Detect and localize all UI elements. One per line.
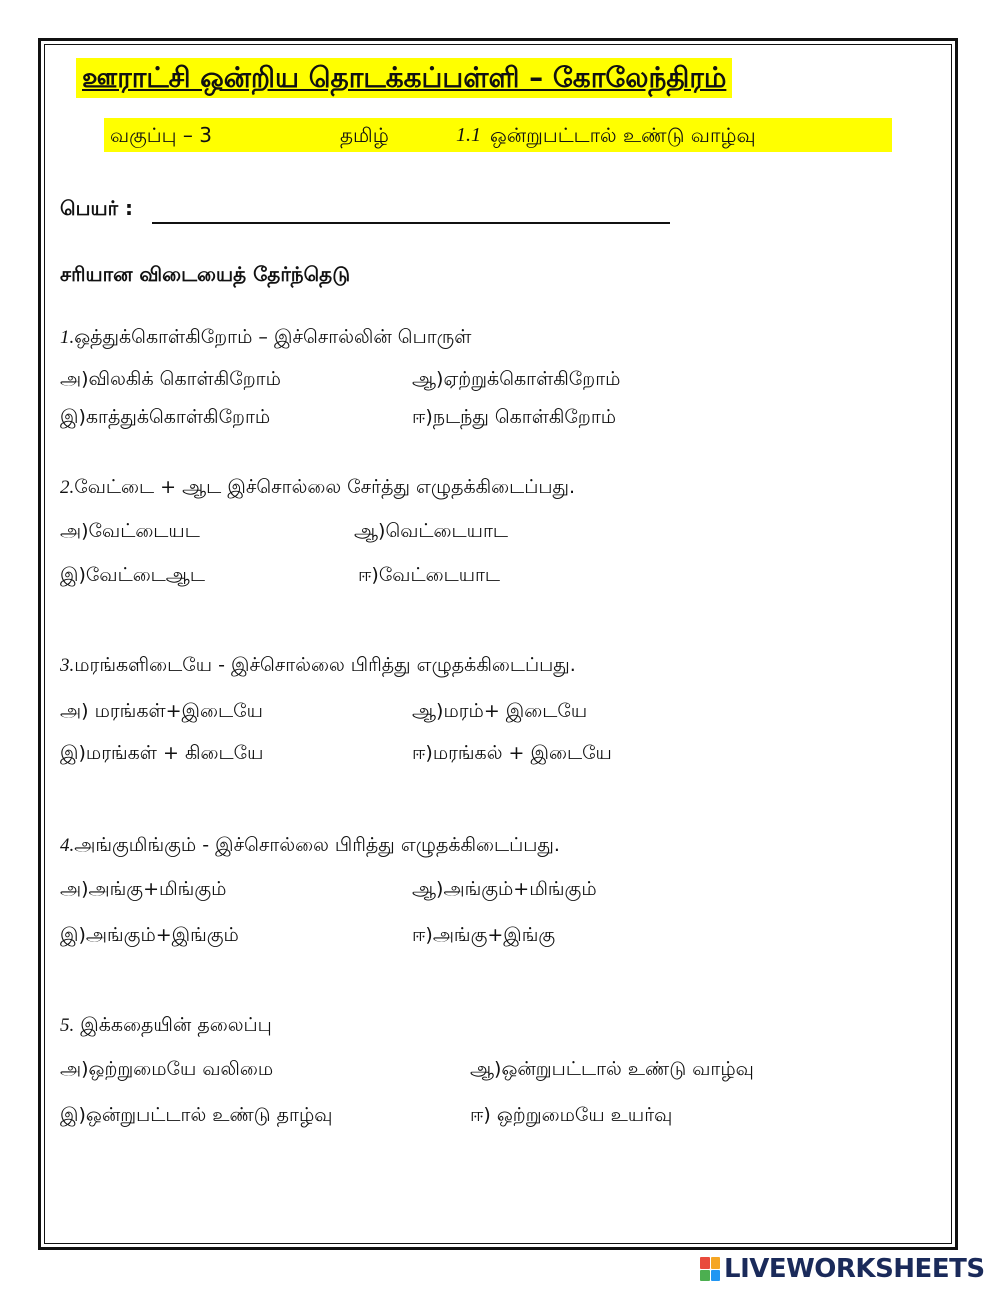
name-label: பெயர் : — [60, 196, 134, 220]
question-4: 4.அங்குமிங்கும் - இச்சொல்லை பிரித்து எழுதக்கிடைப்பது. — [60, 834, 560, 856]
q4-option-c[interactable]: இ)அங்கும்+இங்கும் — [60, 924, 239, 946]
question-1: 1.ஒத்துக்கொள்கிறோம் – இச்சொல்லின் பொருள் — [60, 326, 472, 348]
q1-option-d[interactable]: ஈ)நடந்து கொள்கிறோம் — [412, 406, 617, 428]
q3-option-a[interactable]: அ) மரங்கள்+இடையே — [60, 700, 263, 722]
logo-icon-square — [700, 1270, 710, 1282]
liveworksheets-logo-icon — [700, 1257, 720, 1281]
name-input-line[interactable] — [152, 222, 670, 224]
q5-option-d[interactable]: ஈ) ஒற்றுமையே உயர்வு — [470, 1104, 673, 1126]
q5-option-c[interactable]: இ)ஒன்றுபட்டால் உண்டு தாழ்வு — [60, 1104, 333, 1126]
q4-option-b[interactable]: ஆ)அங்கும்+மிங்கும் — [412, 878, 597, 900]
lesson-number: 1.1 — [456, 124, 481, 146]
question-3: 3.மரங்களிடையே - இச்சொல்லை பிரித்து எழுதக்கிடைப்பது. — [60, 654, 576, 676]
q2-option-a[interactable]: அ)வேட்டையட — [60, 520, 200, 542]
q3-option-d[interactable]: ஈ)மரங்கல் + இடையே — [412, 742, 612, 764]
question-2: 2.வேட்டை + ஆட இச்சொல்லை சேர்த்து எழுதக்கிடைப்பது. — [60, 476, 576, 498]
q3-option-c[interactable]: இ)மரங்கள் + கிடையே — [60, 742, 264, 764]
instruction: சரியான விடையைத் தேர்ந்தெடு — [60, 262, 351, 286]
q3-option-b[interactable]: ஆ)மரம்+ இடையே — [412, 700, 588, 722]
q1-option-c[interactable]: இ)காத்துக்கொள்கிறோம் — [60, 406, 271, 428]
q2-option-b[interactable]: ஆ)வெட்டையாட — [354, 520, 508, 542]
logo-icon-square — [711, 1270, 721, 1282]
q5-option-b[interactable]: ஆ)ஒன்றுபட்டால் உண்டு வாழ்வு — [470, 1058, 754, 1080]
q2-option-d[interactable]: ஈ)வேட்டையாட — [358, 564, 501, 586]
q5-option-a[interactable]: அ)ஒற்றுமையே வலிமை — [60, 1058, 274, 1080]
q4-option-a[interactable]: அ)அங்கு+மிங்கும் — [60, 878, 227, 900]
grade-label: வகுப்பு – 3 — [110, 123, 213, 147]
lesson-title: ஒன்றுபட்டால் உண்டு வாழ்வு — [490, 123, 756, 147]
liveworksheets-logo — [700, 1254, 985, 1284]
logo-icon-square — [711, 1257, 721, 1269]
q4-option-d[interactable]: ஈ)அங்கு+இங்கு — [412, 924, 556, 946]
question-5: 5. இக்கதையின் தலைப்பு — [60, 1014, 272, 1036]
subject-label: தமிழ் — [340, 123, 389, 147]
q1-option-a[interactable]: அ)விலகிக் கொள்கிறோம் — [60, 368, 281, 390]
q1-option-b[interactable]: ஆ)ஏற்றுக்கொள்கிறோம் — [412, 368, 621, 390]
q2-option-c[interactable]: இ)வேட்டைஆட — [60, 564, 205, 586]
subtitle-bar — [104, 118, 892, 152]
logo-icon-square — [700, 1257, 710, 1269]
school-title: ஊராட்சி ஒன்றிய தொடக்கப்பள்ளி – கோலேந்திரம் — [76, 58, 732, 98]
brand-name: LIVEWORKSHEETS — [724, 1254, 985, 1284]
